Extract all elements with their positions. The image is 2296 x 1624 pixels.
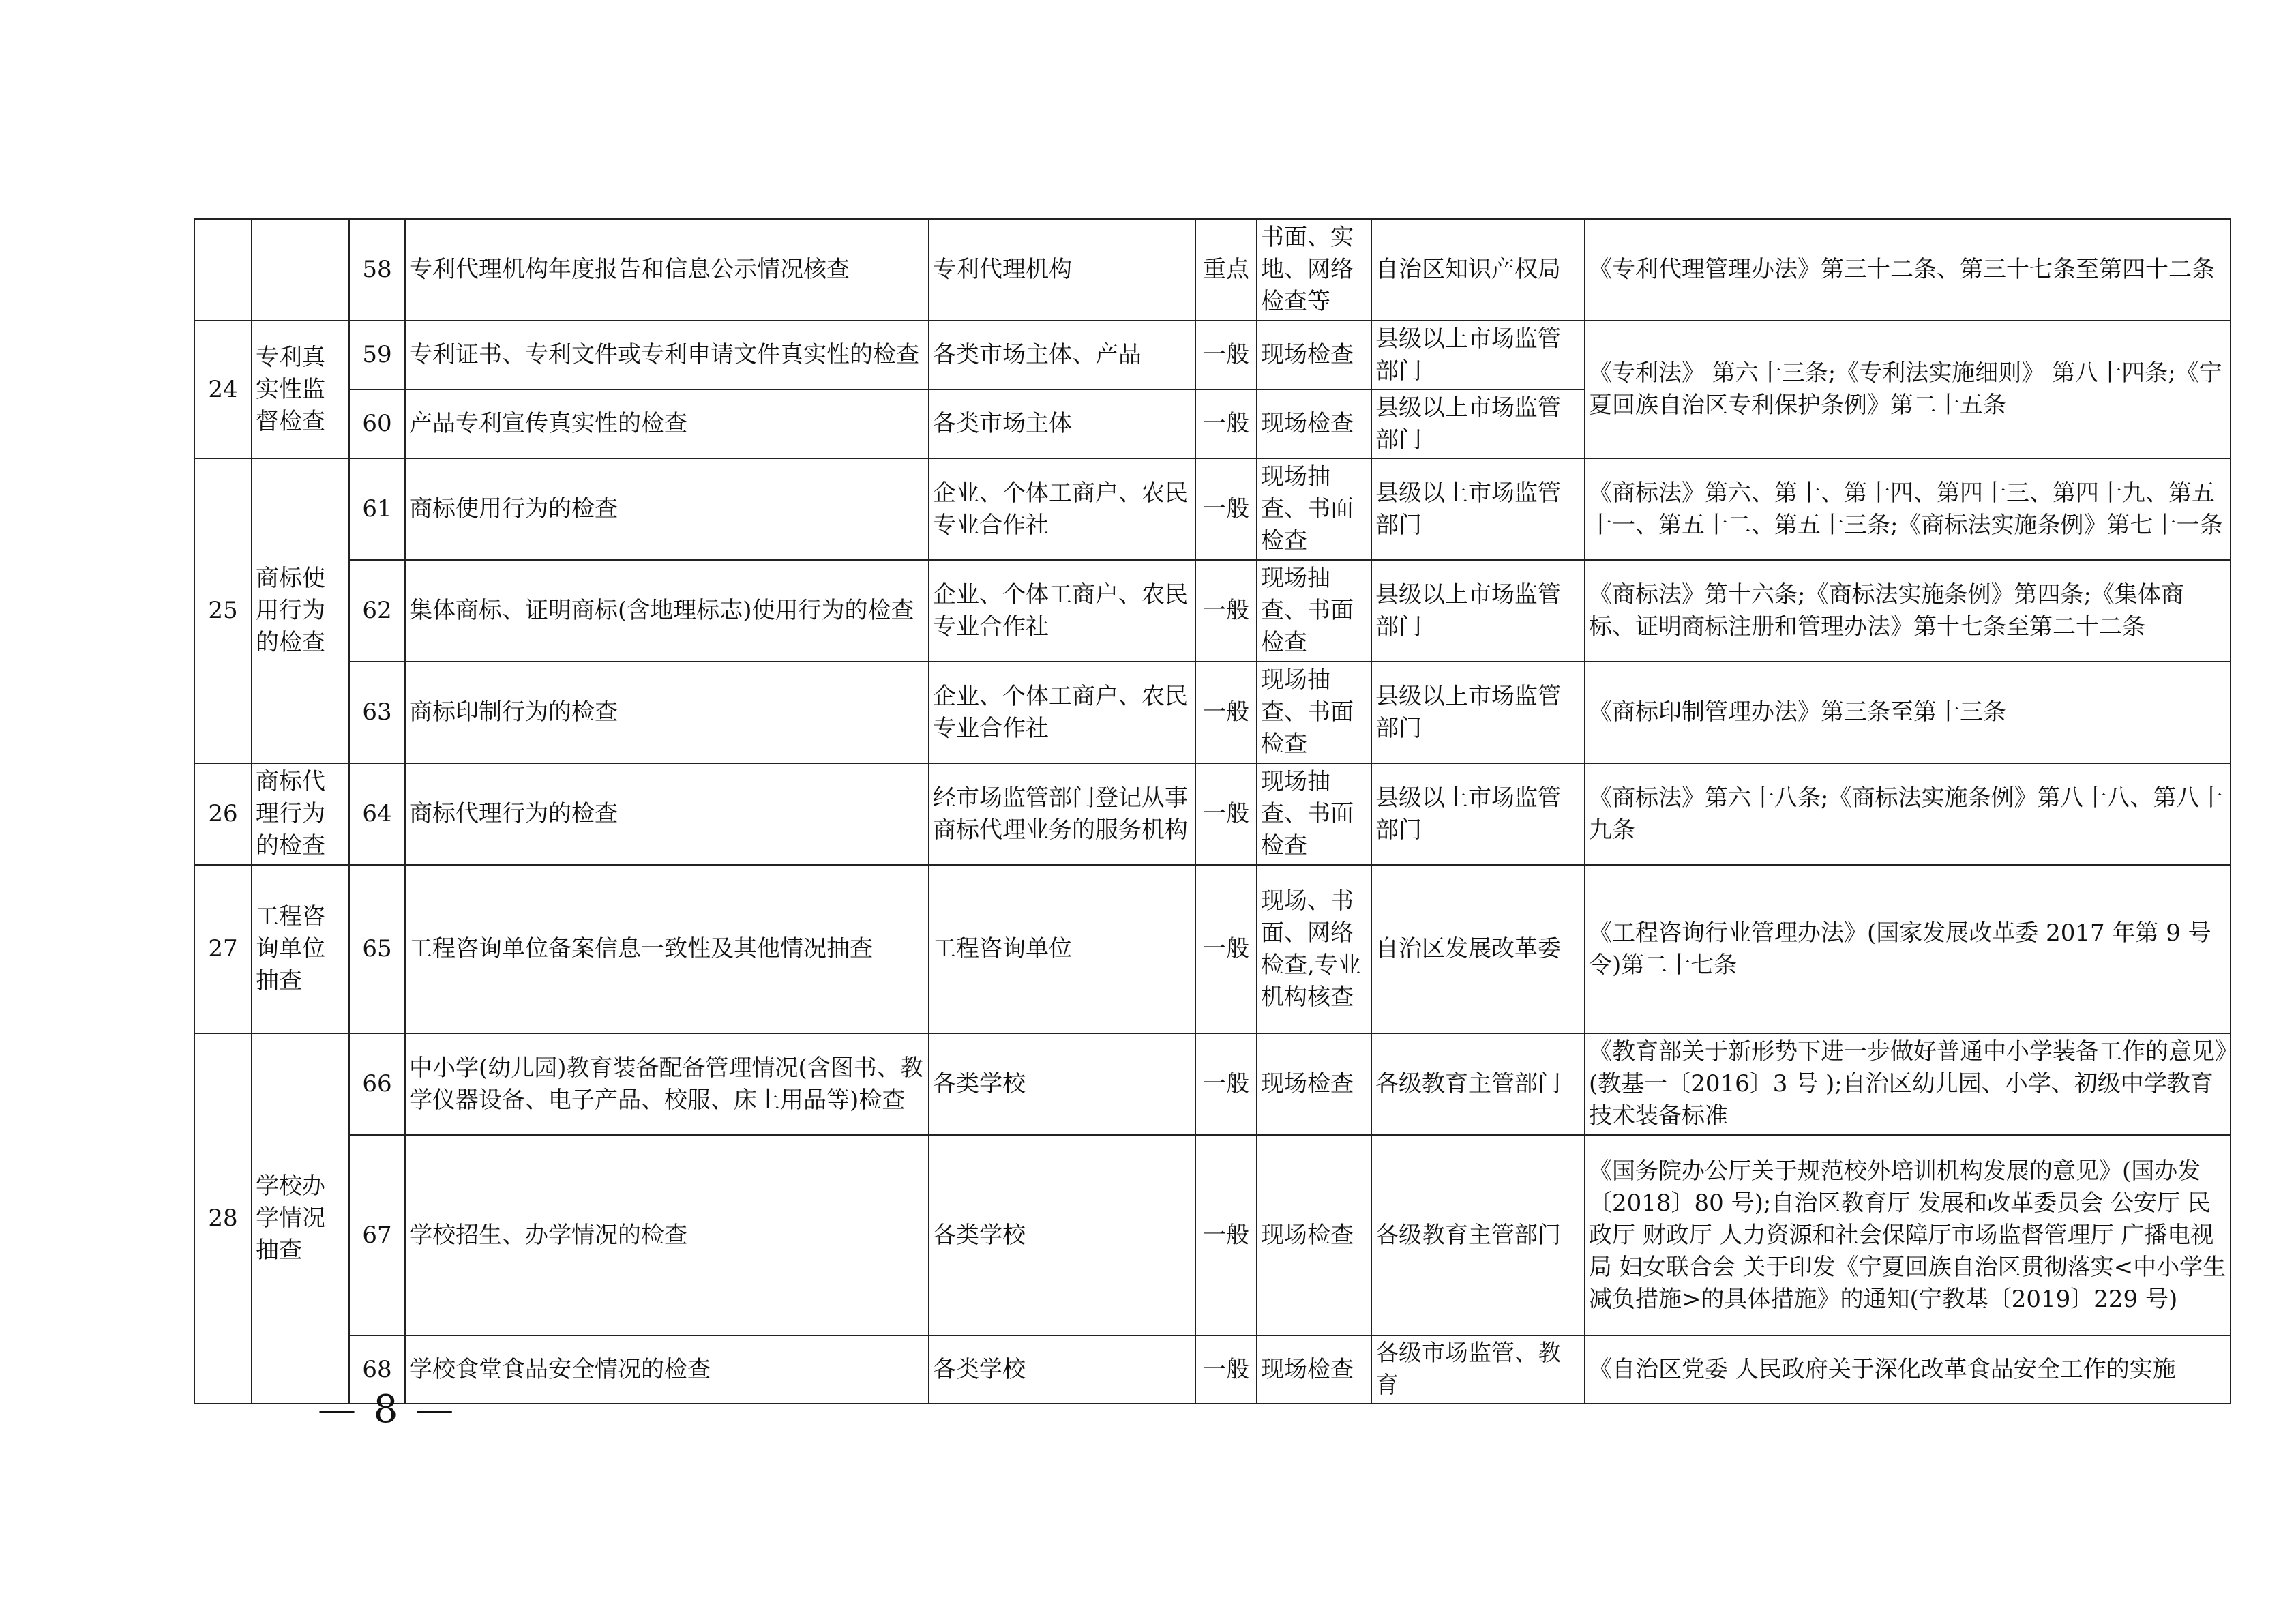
page-number: — 8 —	[318, 1387, 457, 1432]
check-item-cell: 专利证书、专利文件或专利申请文件真实性的检查	[405, 321, 929, 389]
item-number-cell: 66	[349, 1033, 405, 1135]
item-number-cell: 60	[349, 389, 405, 458]
check-object-cell: 各类市场主体	[929, 389, 1195, 458]
check-department-cell: 县级以上市场监管部门	[1371, 560, 1585, 662]
check-department-cell: 县级以上市场监管部门	[1371, 389, 1585, 458]
table-row	[194, 1033, 2231, 1135]
table-row	[194, 458, 2231, 560]
check-level-cell: 一般	[1195, 662, 1257, 763]
legal-basis-cell: 《商标印制管理办法》第三条至第十三条	[1585, 662, 2231, 763]
legal-basis-cell: 《商标法》第六十八条;《商标法实施条例》第八十八、第八十九条	[1585, 763, 2231, 865]
check-level-cell: 重点	[1195, 219, 1257, 321]
table-row	[194, 1335, 2231, 1404]
check-item-cell: 商标使用行为的检查	[405, 458, 929, 560]
check-department-cell: 县级以上市场监管部门	[1371, 763, 1585, 865]
check-object-cell: 各类学校	[929, 1335, 1195, 1404]
check-level-cell: 一般	[1195, 1033, 1257, 1135]
group-number-cell: 28	[194, 1033, 252, 1404]
check-item-cell: 商标代理行为的检查	[405, 763, 929, 865]
table-row	[194, 662, 2231, 763]
check-method-cell: 现场抽查、书面检查	[1257, 763, 1371, 865]
check-item-cell: 中小学(幼儿园)教育装备配备管理情况(含图书、教学仪器设备、电子产品、校服、床上用品等)检查	[405, 1033, 929, 1135]
check-object-cell: 各类市场主体、产品	[929, 321, 1195, 389]
check-item-cell: 集体商标、证明商标(含地理标志)使用行为的检查	[405, 560, 929, 662]
check-item-cell: 工程咨询单位备案信息一致性及其他情况抽查	[405, 865, 929, 1033]
check-object-cell: 经市场监管部门登记从事商标代理业务的服务机构	[929, 763, 1195, 865]
check-item-cell: 产品专利宣传真实性的检查	[405, 389, 929, 458]
group-name-cell: 商标使用行为的检查	[252, 458, 349, 763]
check-object-cell: 企业、个体工商户、农民专业合作社	[929, 560, 1195, 662]
check-object-cell: 各类学校	[929, 1033, 1195, 1135]
check-method-cell: 现场抽查、书面检查	[1257, 560, 1371, 662]
table-row	[194, 321, 2231, 389]
group-name-cell: 工程咨询单位抽查	[252, 865, 349, 1033]
item-number-cell: 61	[349, 458, 405, 560]
check-object-cell: 各类学校	[929, 1135, 1195, 1335]
item-number-cell: 68	[349, 1335, 405, 1404]
legal-basis-cell: 《专利法》 第六十三条;《专利法实施细则》 第八十四条;《宁夏回族自治区专利保护条例》第二十五条	[1585, 321, 2231, 458]
check-level-cell: 一般	[1195, 560, 1257, 662]
check-level-cell: 一般	[1195, 1135, 1257, 1335]
item-number-cell: 65	[349, 865, 405, 1033]
item-number-cell: 58	[349, 219, 405, 321]
check-item-cell: 学校食堂食品安全情况的检查	[405, 1335, 929, 1404]
check-department-cell: 自治区发展改革委	[1371, 865, 1585, 1033]
check-method-cell: 现场检查	[1257, 321, 1371, 389]
group-number-cell: 27	[194, 865, 252, 1033]
item-number-cell: 63	[349, 662, 405, 763]
table-row	[194, 763, 2231, 865]
legal-basis-cell: 《国务院办公厅关于规范校外培训机构发展的意见》(国办发〔2018〕80 号);自治区教育厅 发展和改革委员会 公安厅 民政厅 财政厅 人力资源和社会保障厅市场监督管理厅 广播电视局 妇女联合会 关于印发《宁夏回族自治区贯彻落实<中小学生减负措施>的具体措施》的通知(宁教基〔2019〕229 号)	[1585, 1135, 2231, 1335]
check-method-cell: 现场抽查、书面检查	[1257, 458, 1371, 560]
table-row	[194, 865, 2231, 1033]
check-level-cell: 一般	[1195, 1335, 1257, 1404]
legal-basis-cell: 《商标法》第六、第十、第十四、第四十三、第四十九、第五十一、第五十二、第五十三条;《商标法实施条例》第七十一条	[1585, 458, 2231, 560]
check-item-cell: 专利代理机构年度报告和信息公示情况核查	[405, 219, 929, 321]
check-method-cell: 书面、实地、网络检查等	[1257, 219, 1371, 321]
check-method-cell: 现场检查	[1257, 1135, 1371, 1335]
check-method-cell: 现场检查	[1257, 1033, 1371, 1135]
check-method-cell: 现场抽查、书面检查	[1257, 662, 1371, 763]
check-department-cell: 县级以上市场监管部门	[1371, 662, 1585, 763]
item-number-cell: 67	[349, 1135, 405, 1335]
group-name-cell: 学校办学情况抽查	[252, 1033, 349, 1404]
item-number-cell: 62	[349, 560, 405, 662]
legal-basis-cell: 《工程咨询行业管理办法》(国家发展改革委 2017 年第 9 号令)第二十七条	[1585, 865, 2231, 1033]
check-department-cell: 各级市场监管、教育	[1371, 1335, 1585, 1404]
check-level-cell: 一般	[1195, 763, 1257, 865]
check-level-cell: 一般	[1195, 865, 1257, 1033]
check-object-cell: 企业、个体工商户、农民专业合作社	[929, 458, 1195, 560]
group-number-cell: 25	[194, 458, 252, 763]
check-department-cell: 县级以上市场监管部门	[1371, 458, 1585, 560]
regulation-table	[194, 218, 2231, 1404]
table-row	[194, 219, 2231, 321]
check-object-cell: 企业、个体工商户、农民专业合作社	[929, 662, 1195, 763]
group-name-cell	[252, 219, 349, 321]
check-item-cell: 商标印制行为的检查	[405, 662, 929, 763]
check-object-cell: 工程咨询单位	[929, 865, 1195, 1033]
check-department-cell: 县级以上市场监管部门	[1371, 321, 1585, 389]
group-name-cell: 商标代理行为的检查	[252, 763, 349, 865]
group-number-cell	[194, 219, 252, 321]
table-row	[194, 1135, 2231, 1335]
check-department-cell: 各级教育主管部门	[1371, 1033, 1585, 1135]
check-method-cell: 现场、书面、网络检查,专业机构核查	[1257, 865, 1371, 1033]
legal-basis-cell: 《教育部关于新形势下进一步做好普通中小学装备工作的意见》(教基一〔2016〕3 号 );自治区幼儿园、小学、初级中学教育技术装备标准	[1585, 1033, 2231, 1135]
check-level-cell: 一般	[1195, 458, 1257, 560]
legal-basis-cell: 《自治区党委 人民政府关于深化改革食品安全工作的实施	[1585, 1335, 2231, 1404]
table-row	[194, 560, 2231, 662]
group-number-cell: 24	[194, 321, 252, 458]
check-method-cell: 现场检查	[1257, 1335, 1371, 1404]
group-name-cell: 专利真实性监督检查	[252, 321, 349, 458]
check-item-cell: 学校招生、办学情况的检查	[405, 1135, 929, 1335]
group-number-cell: 26	[194, 763, 252, 865]
item-number-cell: 59	[349, 321, 405, 389]
check-level-cell: 一般	[1195, 321, 1257, 389]
check-object-cell: 专利代理机构	[929, 219, 1195, 321]
check-level-cell: 一般	[1195, 389, 1257, 458]
check-method-cell: 现场检查	[1257, 389, 1371, 458]
legal-basis-cell: 《专利代理管理办法》第三十二条、第三十七条至第四十二条	[1585, 219, 2231, 321]
legal-basis-cell: 《商标法》第十六条;《商标法实施条例》第四条;《集体商标、证明商标注册和管理办法》第十七条至第二十二条	[1585, 560, 2231, 662]
item-number-cell: 64	[349, 763, 405, 865]
check-department-cell: 自治区知识产权局	[1371, 219, 1585, 321]
check-department-cell: 各级教育主管部门	[1371, 1135, 1585, 1335]
